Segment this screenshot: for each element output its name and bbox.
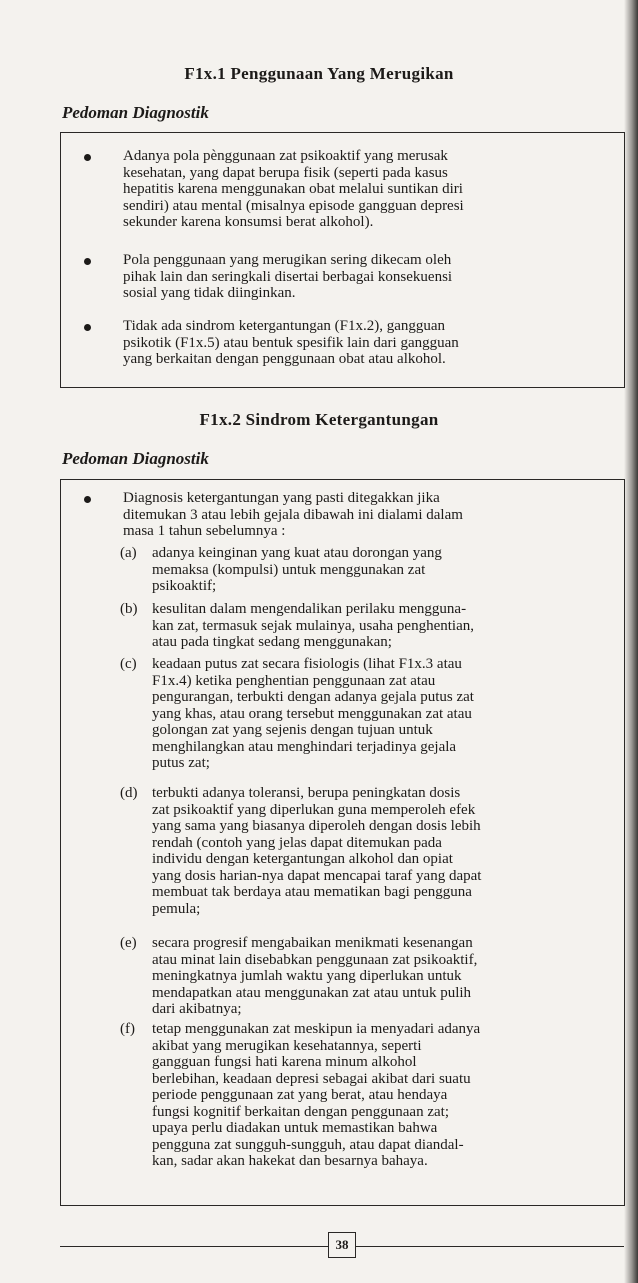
section2-title: F1x.2 Sindrom Ketergantungan bbox=[199, 410, 439, 429]
criterion-text: terbukti adanya toleransi, berupa peningkatan dosis zat psikoaktif yang diperlukan guna memperoleh efek yang sama yang biasanya diperoleh dengan dosis lebih rendah (contoh yang jelas dapat ditemukan pada individu dengan ketergantungan alkohol dan opiat yang dosis harian-nya dapat mencapai taraf yang dapat membuat tak berdaya atau mematikan bagi pengguna pemula; bbox=[152, 785, 482, 917]
footer-rule-left bbox=[60, 1246, 328, 1247]
bullet-text: Adanya pola pènggunaan zat psikoaktif yang merusak kesehatan, yang dapat berupa fisik (seperti pada kasus hepatitis karena menggunakan obat melalui suntikan diri sendiri) atau mental (misalnya episode gangguan depresi sekunder karena konsumsi berat alkohol). bbox=[123, 148, 464, 230]
section2-subheading: Pedoman Diagnostik bbox=[62, 449, 209, 468]
bullet-text: Diagnosis ketergantungan yang pasti ditegakkan jika ditemukan 3 atau lebih gejala dibawah ini dialami dalam masa 1 tahun sebelumnya : bbox=[123, 490, 463, 539]
section1-title: F1x.1 Penggunaan Yang Merugikan bbox=[184, 64, 454, 83]
criterion-text: secara progresif mengabaikan menikmati kesenangan atau minat lain disebabkan penggunaan zat psikoaktif, meningkatnya jumlah waktu yang diperlukan untuk mendapatkan atau menggunakan zat atau untuk pulih dari akibatnya; bbox=[152, 935, 478, 1017]
page-binding-edge bbox=[624, 0, 638, 1283]
criterion-label: (b) bbox=[120, 601, 138, 617]
bullet-text: Tidak ada sindrom ketergantungan (F1x.2), gangguan psikotik (F1x.5) atau bentuk spesifik lain dari gangguan yang berkaitan dengan penggunaan obat atau alkohol. bbox=[123, 318, 459, 367]
criterion-label: (f) bbox=[120, 1021, 135, 1037]
criterion-label: (e) bbox=[120, 935, 137, 951]
criterion-text: kesulitan dalam mengendalikan perilaku mengguna- kan zat, termasuk sejak mulainya, usaha penghentian, atau pada tingkat sedang menggunakan; bbox=[152, 601, 474, 650]
section1-subheading: Pedoman Diagnostik bbox=[62, 103, 209, 122]
criterion-text: keadaan putus zat secara fisiologis (lihat F1x.3 atau F1x.4) ketika penghentian penggunaan zat atau pengurangan, terbukti dengan adanya gejala putus zat yang khas, atau orang tersebut menggunakan zat atau golongan zat yang sejenis dengan tujuan untuk menghilangkan atau menghindari terjadinya gejala putus zat; bbox=[152, 656, 474, 771]
footer-rule-right bbox=[356, 1246, 624, 1247]
bullet-dot-icon bbox=[84, 258, 91, 265]
criterion-text: tetap menggunakan zat meskipun ia menyadari adanya akibat yang merugikan kesehatannya, seperti gangguan fungsi hati karena minum alkohol berlebihan, keadaan depresi sebagai akibat dari suatu periode penggunaan zat yang berat, atau hendaya fungsi kognitif berkaitan dengan penggunaan zat; upaya perlu diadakan untuk memastikan bahwa pengguna zat sungguh-sungguh, atau dapat diandal- kan, sadar akan hakekat dan besarnya bahaya. bbox=[152, 1021, 481, 1169]
criterion-label: (a) bbox=[120, 545, 137, 561]
bullet-dot-icon bbox=[84, 324, 91, 331]
criterion-label: (d) bbox=[120, 785, 138, 801]
bullet-dot-icon bbox=[84, 496, 91, 503]
bullet-dot-icon bbox=[84, 154, 91, 161]
page-number: 38 bbox=[328, 1232, 356, 1258]
bullet-text: Pola penggunaan yang merugikan sering dikecam oleh pihak lain dan seringkali disertai berbagai konsekuensi sosial yang tidak diinginkan. bbox=[123, 252, 453, 301]
criterion-text: adanya keinginan yang kuat atau dorongan yang memaksa (kompulsi) untuk menggunakan zat psikoaktif; bbox=[152, 545, 442, 594]
criterion-label: (c) bbox=[120, 656, 137, 672]
